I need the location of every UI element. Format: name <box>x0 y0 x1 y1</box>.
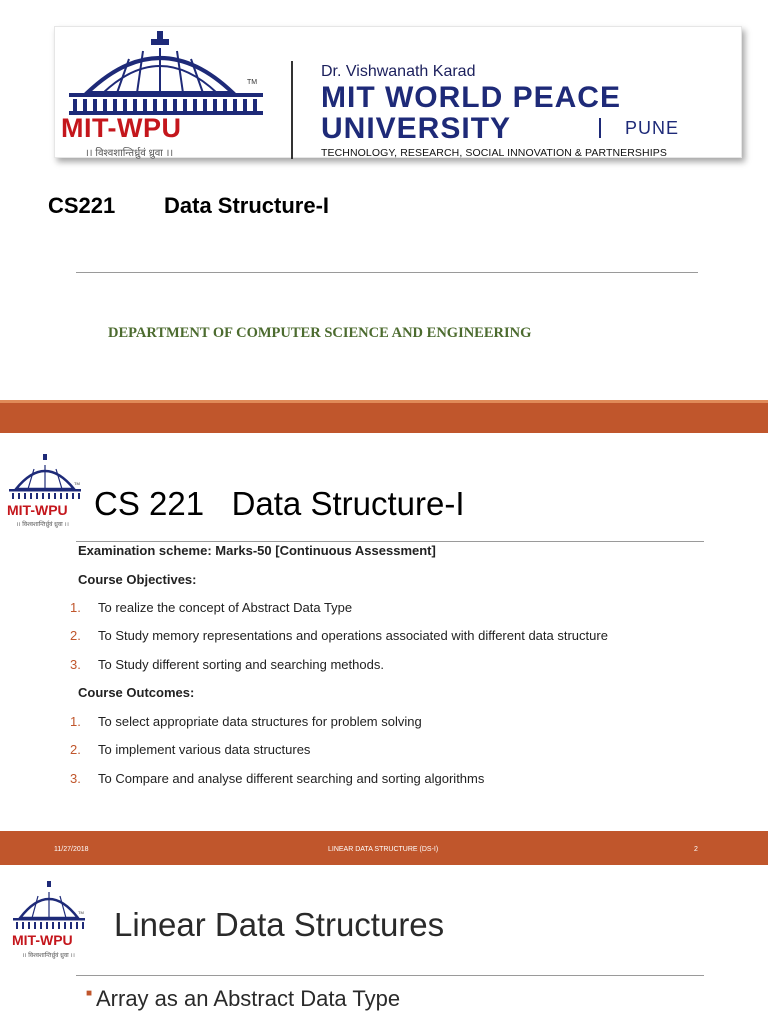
small-logo <box>10 880 90 970</box>
logo-motto: ।। विश्वशान्तिर्ध्रुवं ध्रुवा ।। <box>16 522 69 528</box>
department-name: DEPARTMENT OF COMPUTER SCIENCE AND ENGINEERING <box>108 325 532 341</box>
trademark-mark: TM <box>78 910 84 915</box>
objective-number: 3. <box>70 657 81 672</box>
slide-separator <box>0 400 768 433</box>
footer-date: 11/27/2018 <box>54 846 89 853</box>
logo-motto: ।। विश्वशान्तिर्ध्रुवं ध्रुवा ।। <box>22 953 75 959</box>
objectives-heading: Course Objectives: <box>78 572 197 587</box>
course-code: CS221 <box>48 193 116 218</box>
outcomes-heading: Course Outcomes: <box>78 685 195 700</box>
objective-item: To realize the concept of Abstract Data Type <box>98 600 353 615</box>
course-title: Data Structure-I <box>164 193 330 218</box>
outcome-item: To select appropriate data structures for problem solving <box>98 714 422 729</box>
university-name-line1: MIT WORLD PEACE <box>321 81 621 114</box>
banner-divider <box>291 61 293 159</box>
course-overview-slide <box>0 433 768 831</box>
logo-wordmark: MIT-WPU <box>12 932 73 948</box>
slide-title: Linear Data Structures <box>114 906 445 943</box>
university-banner <box>54 26 742 158</box>
title-rule <box>76 975 704 976</box>
small-logo <box>6 453 84 537</box>
slide-footer <box>0 831 768 865</box>
outcome-item: To implement various data structures <box>98 742 311 757</box>
outcome-number: 1. <box>70 714 81 729</box>
dome-icon <box>6 453 84 501</box>
city-divider <box>599 118 601 138</box>
bullet-icon: ■ <box>86 988 93 999</box>
objective-number: 1. <box>70 600 81 615</box>
exam-scheme: Examination scheme: Marks-50 [Continuous Assessment] <box>78 543 436 558</box>
university-city: PUNE <box>625 118 680 138</box>
objective-item: To Study memory representations and operations associated with different data structure <box>98 628 608 643</box>
slide-title: CS 221 Data Structure-I <box>94 485 465 522</box>
footer-title: LINEAR DATA STRUCTURE (DS-I) <box>328 846 439 853</box>
objective-item: To Study different sorting and searching methods. <box>98 657 384 672</box>
objective-number: 2. <box>70 628 81 643</box>
trademark-mark: TM <box>74 481 80 486</box>
mit-wpu-logo <box>59 29 281 159</box>
linear-data-structures-slide <box>0 866 768 1024</box>
logo-wordmark: MIT-WPU <box>61 113 182 143</box>
logo-wordmark: MIT-WPU <box>7 502 68 518</box>
university-tagline: TECHNOLOGY, RESEARCH, SOCIAL INNOVATION & PARTNERSHIPS <box>321 147 667 159</box>
dome-icon <box>10 880 88 932</box>
outcome-number: 3. <box>70 771 81 786</box>
trademark-mark: TM <box>247 79 258 86</box>
title-rule <box>76 541 704 542</box>
outcome-item: To Compare and analyse different searching and sorting algorithms <box>98 771 485 786</box>
footer-page-number: 2 <box>694 846 698 853</box>
dome-icon <box>59 29 281 119</box>
founder-name: Dr. Vishwanath Karad <box>321 63 476 80</box>
bullet-item: Array as an Abstract Data Type <box>96 986 401 1011</box>
title-rule <box>76 272 698 273</box>
title-slide <box>0 0 768 400</box>
outcome-number: 2. <box>70 742 81 757</box>
university-name-line2: UNIVERSITY <box>321 112 512 145</box>
logo-motto: ।। विश्वशान्तिर्ध्रुवं ध्रुवा ।। <box>85 148 174 159</box>
